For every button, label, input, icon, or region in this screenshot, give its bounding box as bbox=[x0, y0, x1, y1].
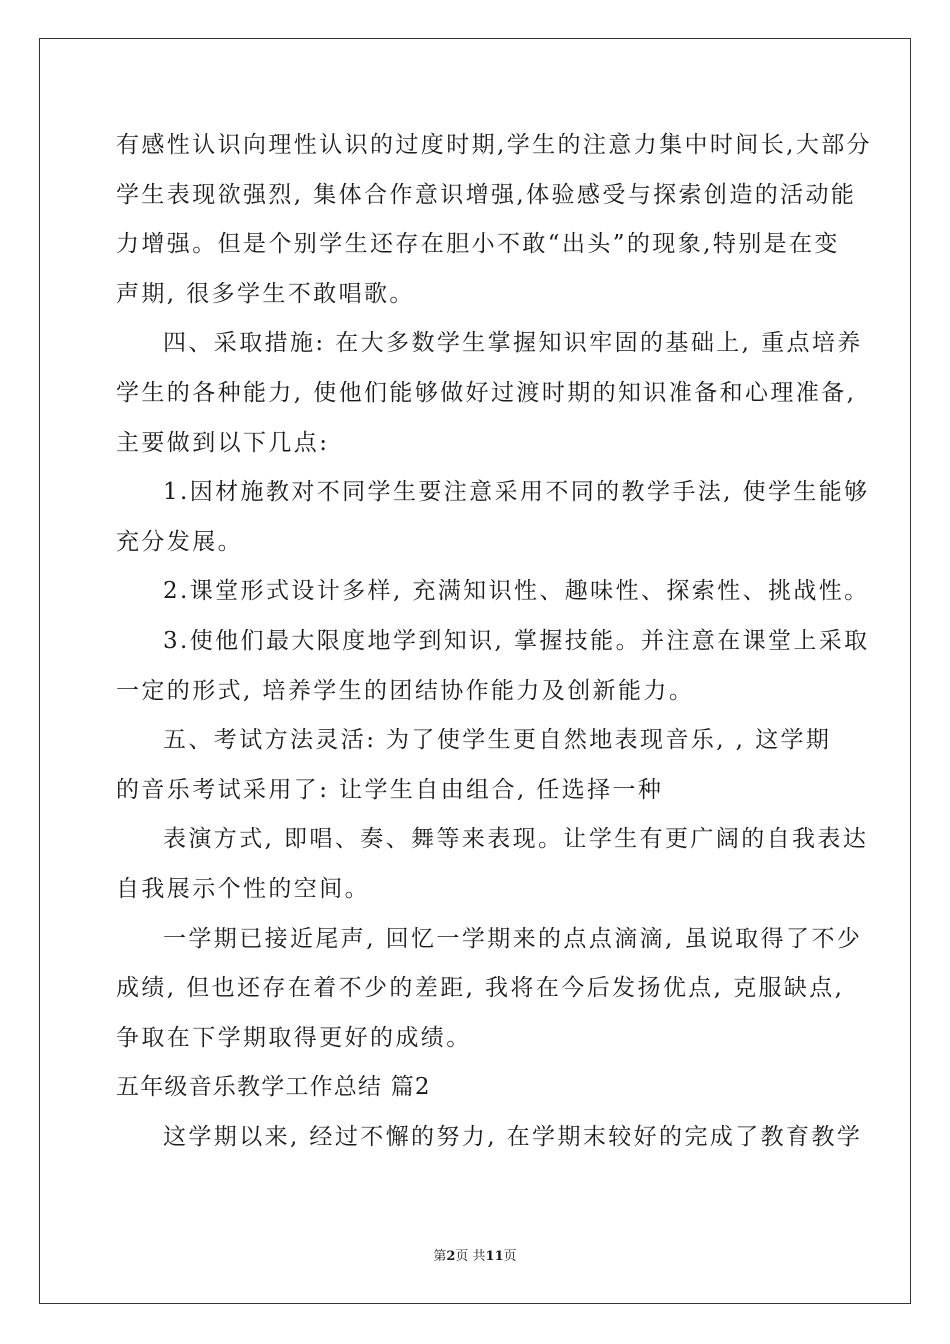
footer-current-page: 2 bbox=[446, 1249, 456, 1264]
paragraph-line: 学生表现欲强烈, 集体合作意识增强,体验感受与探索创造的活动能 bbox=[116, 181, 857, 208]
paragraph-line: 主要做到以下几点: bbox=[116, 429, 330, 456]
paragraph-line: 五、考试方法灵活: 为了使学生更自然地表现音乐, , 这学期 bbox=[163, 727, 832, 754]
footer-prefix: 第 bbox=[433, 1249, 447, 1264]
paragraph-line: 四、采取措施: 在大多数学生掌握知识牢固的基础上, 重点培养 bbox=[163, 330, 863, 357]
section-heading: 五年级音乐教学工作总结 篇2 bbox=[116, 1074, 431, 1101]
paragraph-line: 学生的各种能力, 使他们能够做好过渡时期的知识准备和心理准备, bbox=[116, 379, 857, 406]
paragraph-line: 一学期已接近尾声, 回忆一学期来的点点滴滴, 虽说取得了不少 bbox=[163, 925, 863, 952]
paragraph-line: 争取在下学期取得更好的成绩。 bbox=[116, 1024, 472, 1051]
footer-mid: 页 共 bbox=[455, 1249, 486, 1264]
paragraph-line: 一定的形式, 培养学生的团结协作能力及创新能力。 bbox=[116, 677, 695, 704]
paragraph-line: 的音乐考试采用了: 让学生自由组合, 任选择一种 bbox=[116, 776, 664, 803]
paragraph-line: 表演方式, 即唱、奏、舞等来表现。让学生有更广阔的自我表达 bbox=[163, 826, 869, 853]
paragraph-line: 1.因材施教对不同学生要注意采用不同的教学手法, 使学生能够 bbox=[163, 479, 870, 506]
paragraph-line: 成绩, 但也还存在着不少的差距, 我将在今后发扬优点, 克服缺点, bbox=[116, 975, 845, 1002]
paragraph-line: 充分发展。 bbox=[116, 528, 243, 555]
footer-suffix: 页 bbox=[503, 1249, 517, 1264]
footer-total-pages: 11 bbox=[485, 1249, 504, 1264]
paragraph-line: 这学期以来, 经过不懈的努力, 在学期末较好的完成了教育教学 bbox=[163, 1123, 863, 1150]
paragraph-line: 2.课堂形式设计多样, 充满知识性、趣味性、探索性、挑战性。 bbox=[163, 578, 870, 605]
paragraph-line: 有感性认识向理性认识的过度时期,学生的注意力集中时间长,大部分 bbox=[116, 132, 873, 158]
document-body bbox=[116, 128, 873, 1169]
paragraph-line: 3.使他们最大限度地学到知识, 掌握技能。并注意在课堂上采取 bbox=[163, 627, 870, 654]
page-footer bbox=[0, 1248, 950, 1266]
paragraph-line: 自我展示个性的空间。 bbox=[116, 875, 370, 902]
paragraph-line: 力增强。但是个别学生还存在胆小不敢“出头”的现象,特别是在变 bbox=[116, 231, 840, 258]
paragraph-line: 声期, 很多学生不敢唱歌。 bbox=[116, 280, 415, 307]
